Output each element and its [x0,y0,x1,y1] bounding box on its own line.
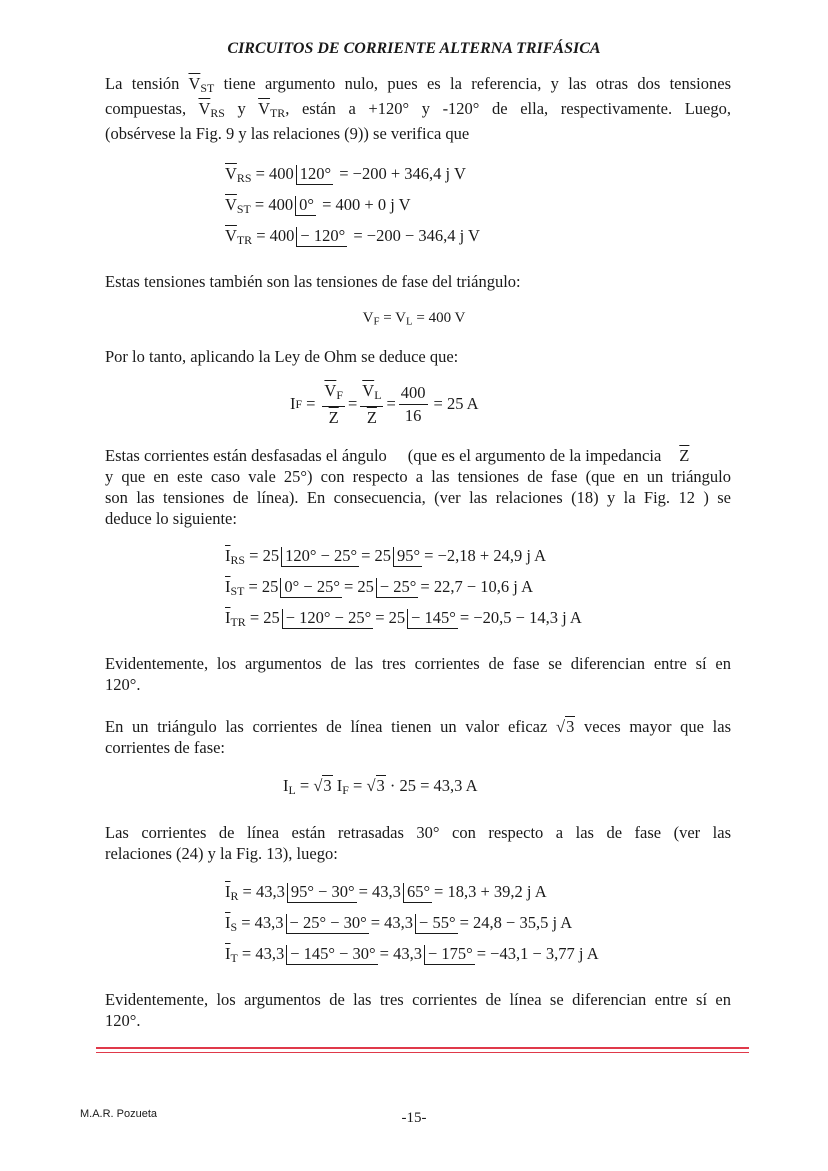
para5-line1: Evidentemente, los argumentos de las tres corrientes de fase se diferencian entre sí en [105,654,731,673]
footer-divider-bottom [96,1052,749,1053]
eq-i-t: $\overline{I}_T = 43,3 - 145^\circ - 30^\circ = 43,3 - 175^\circ = -43,1 - 3,77$ j A [225,944,599,965]
para4-line3: son las tensiones de línea). En consecuencia, (ver las relaciones (18) y la Fig. 12 ) se [105,488,731,507]
eq-i-st: $\overline{I}_{ST} = 25$ 0° − 25° = 25 − 25° = 22,7 − 10,6 j A [225,577,533,598]
para6-line1: En un triángulo las corrientes de línea tienen un valor eficaz √3 veces mayor que las [105,717,732,736]
para7-line2: relaciones (24) y la Fig. 13), luego: [105,844,338,863]
para8-line2: 120°. [105,1011,141,1030]
eq-v-st: $\overline{V}_{ST} = 400$ 0° = 400 + 0 j V [225,195,411,216]
eq-v-tr: $\overline{V}_{TR} = 400 - 120^\circ = -200 - 346,4$ j V [225,226,480,247]
page-header: CIRCUITOS DE CORRIENTE ALTERNA TRIFÁSICA [227,40,601,57]
eq-i-r: $\overline{I}_R = 43,3$ 95° − 30° = 43,3 65° = 18,3 + 39,2 j A [225,882,547,903]
footer-author: M.A.R. Pozueta [80,1108,158,1120]
para6-line2: corrientes de fase: [105,738,226,757]
fraction-vl-z: $\frac{\overline{V}_L}{Z}$ [362,381,382,427]
footer-divider-top [96,1047,749,1049]
eq-i-s: $\overline{I}_S = 43,3 - 25^\circ - 30^\circ = 43,3 - 55^\circ = 24,8 - 35,5$ j A [225,913,573,934]
para1-line3: (obsérvese la Fig. 9 y las relaciones (9)) se verifica que [105,124,470,143]
para8-line1: Evidentemente, los argumentos de las tres corrientes de línea se diferencian entre sí en [105,990,731,1009]
para7-line1: Las corrientes de línea están retrasadas 30° con respecto a las de fase (ver las [105,823,731,842]
para5-line2: 120°. [105,675,141,694]
para2: Estas tensiones también son las tensiones de fase del triángulo: [105,272,521,291]
para4-line4: deduce lo siguiente: [105,509,237,528]
para4-line1: Estas corrientes están desfasadas el ángulo (que es el argumento de la impedancia $\overline{Z}$ [105,446,690,465]
eq-i-tr: $\overline{I}_{TR} = 25 - 120^\circ - 25^\circ = 25 - 145^\circ = -20,5 - 14,3$ j A [225,608,582,629]
fraction-vf-z: $\frac{\overline{V}_F}{Z}$ [324,381,343,427]
para1-line2: compuestas, $\overline{V}_{RS}$ y $\overline{V}_{TR}$, están a +120° y -120° de ella, respectivamente. Luego, [105,99,732,120]
para1-line1: La tensión $\overline{V}_{ST}$ tiene argumento nulo, pues es la referencia, y las otras dos tensiones [105,74,731,95]
para3: Por lo tanto, aplicando la Ley de Ohm se deduce que: [105,347,459,366]
eq-vf: $V_F = V_L = 400$ V [362,310,466,328]
eq-i-rs: $\overline{I}_{RS} = 25$ 120° − 25° = 25 95° = −2,18 + 24,9 j A [225,546,547,567]
eq-if: I F = $\frac{\overline{V}_F}{Z}$ = $\frac{\overline{V}_L}{Z}$ = $\frac{400}{16}$ = 25 A [290,381,479,427]
page-number: -15- [401,1110,427,1126]
eq-v-rs: $\overline{V}_{RS} = 400$ 120° = −200 + 346,4 j V [225,164,466,185]
eq-il: $I_L = √3$ $I_F = √3 \cdot 25 = 43,3$ A [283,776,478,797]
sqrt-3: √3 [556,717,575,736]
para4-line2: y que en este caso vale 25°) con respecto a las tensiones de fase (que en un triángulo [105,467,731,486]
fraction-400-16: $\frac{400}{16}$ [400,382,426,425]
